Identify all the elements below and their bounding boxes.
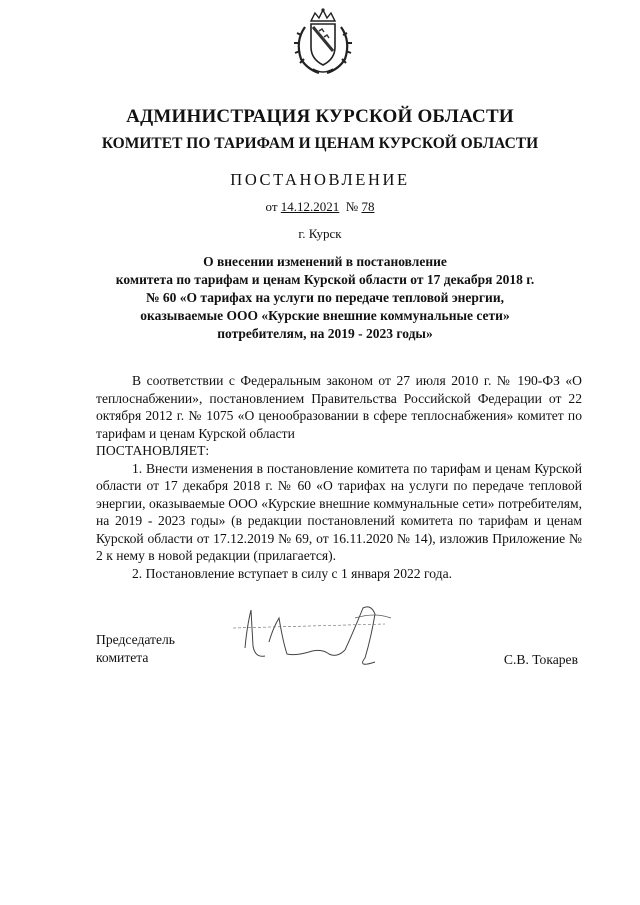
doc-type: ПОСТАНОВЛЕНИЕ [230, 170, 410, 189]
subject-line: потребителям, на 2019 - 2023 годы» [217, 326, 433, 341]
subject-block [100, 253, 550, 343]
subject-line: оказываемые ООО «Курские внешние коммунальные сети» [140, 308, 510, 323]
number-prefix: № [345, 199, 359, 214]
item-1-paragraph: 1. Внести изменения в постановление комитета по тарифам и ценам Курской области от 17 декабря 2018 г. № 60 «О тарифах на услуги по передаче тепловой энергии, оказываемые ООО «Курские внешние коммунальные сети» потребителям, на 2019 - 2023 годы» (в редакции постановлений комитета по тарифам и ценам Курской области от 17.12.2019 № 69, от 16.11.2020 № 14), изложив Приложение № 2 к нему в новой редакции (прилагается). [96, 460, 582, 563]
position-line-1: Председатель [96, 632, 175, 647]
org-title: АДМИНИСТРАЦИЯ КУРСКОЙ ОБЛАСТИ [126, 106, 514, 127]
preamble-paragraph: В соответствии с Федеральным законом от 27 июля 2010 г. № 190-ФЗ «О теплоснабжении», постановлением Правительства Российской Федерации от 22 октября 2012 г. № 1075 «О ценообразовании в сфере теплоснабжения» комитет по тарифам и ценам Курской области [96, 373, 582, 441]
coat-of-arms-icon [291, 7, 355, 77]
doc-date: 14.12.2021 [280, 199, 340, 214]
subject-line: О внесении изменений в постановление [203, 254, 447, 269]
date-prefix: от [265, 199, 278, 214]
subject-line: № 60 «О тарифах на услуги по передаче тепловой энергии, [145, 290, 504, 305]
item-2-paragraph: 2. Постановление вступает в силу с 1 января 2022 года. [132, 565, 452, 581]
signer-name: С.В. Токарев [503, 652, 578, 667]
date-line [0, 199, 640, 215]
handwritten-signature-icon [225, 598, 395, 678]
subject-line: комитета по тарифам и ценам Курской области от 17 декабря 2018 г. [115, 272, 535, 287]
resolves-label: ПОСТАНОВЛЯЕТ: [96, 443, 210, 458]
doc-number: 78 [361, 199, 375, 214]
body-text [96, 372, 582, 582]
committee-title: КОМИТЕТ ПО ТАРИФАМ И ЦЕНАМ КУРСКОЙ ОБЛАСТИ [101, 135, 539, 152]
city: г. Курск [298, 226, 342, 241]
signer-position [96, 631, 175, 666]
position-line-2: комитета [96, 649, 149, 665]
